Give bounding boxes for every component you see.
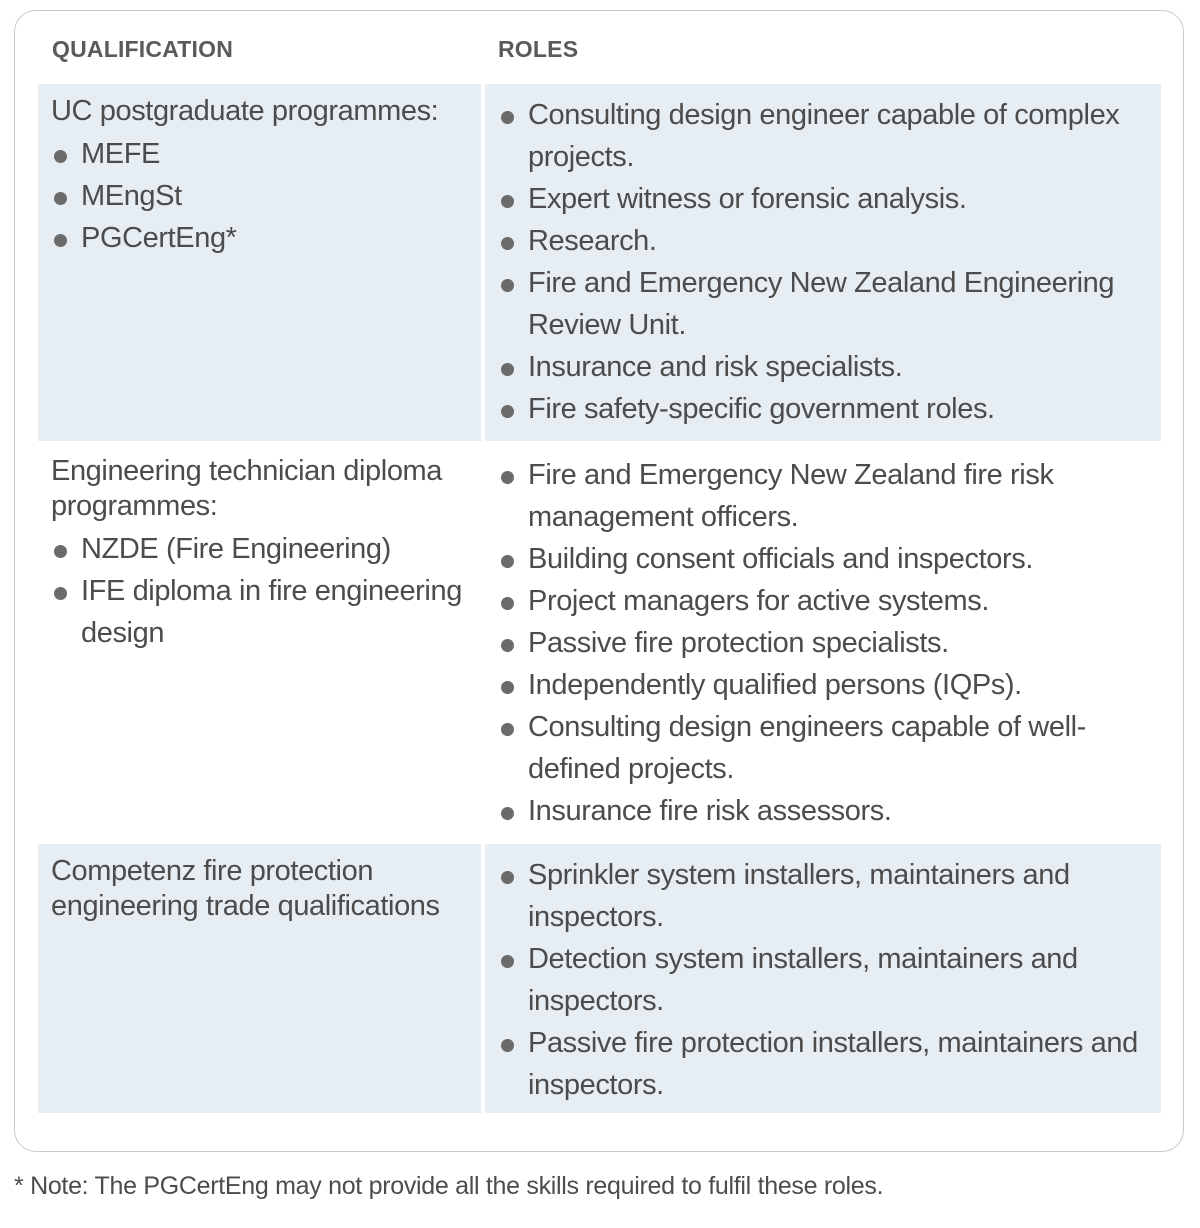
qualification-item: NZDE (Fire Engineering) <box>51 528 471 570</box>
role-item: Independently qualified persons (IQPs). <box>498 664 1141 706</box>
roles-cell <box>485 444 1161 841</box>
role-item: Research. <box>498 220 1141 262</box>
role-item: Building consent officials and inspectors. <box>498 538 1141 580</box>
roles-cell <box>485 84 1161 441</box>
role-item: Consulting design engineer capable of complex projects. <box>498 94 1141 178</box>
qualification-title: UC postgraduate programmes: <box>51 95 439 127</box>
role-item: Fire safety-specific government roles. <box>498 388 1141 430</box>
roles-list <box>498 94 1141 430</box>
role-item: Fire and Emergency New Zealand fire risk management officers. <box>498 454 1141 538</box>
roles-cell <box>485 844 1161 1113</box>
role-item: Expert witness or forensic analysis. <box>498 178 1141 220</box>
role-item: Passive fire protection installers, maintainers and inspectors. <box>498 1022 1141 1106</box>
column-header-qualification: QUALIFICATION <box>52 36 234 62</box>
role-item: Project managers for active systems. <box>498 580 1141 622</box>
role-item: Detection system installers, maintainers and inspectors. <box>498 938 1141 1022</box>
qualification-list <box>51 133 471 259</box>
qualification-cell <box>38 84 481 441</box>
roles-list <box>498 854 1141 1106</box>
role-item: Sprinkler system installers, maintainers and inspectors. <box>498 854 1141 938</box>
qualification-item: MEFE <box>51 133 471 175</box>
role-item: Insurance and risk specialists. <box>498 346 1141 388</box>
role-item: Insurance fire risk assessors. <box>498 790 1141 832</box>
qualification-item: MEngSt <box>51 175 471 217</box>
qualification-title: Engineering technician diploma programmes: <box>51 455 443 522</box>
qualification-list <box>51 528 471 654</box>
qualification-cell <box>38 444 481 841</box>
role-item: Passive fire protection specialists. <box>498 622 1141 664</box>
role-item: Consulting design engineers capable of well-defined projects. <box>498 706 1141 790</box>
footnote: * Note: The PGCertEng may not provide all the skills required to fulfil these roles. <box>14 1172 884 1200</box>
qualification-item: PGCertEng* <box>51 217 471 259</box>
role-item: Fire and Emergency New Zealand Engineering Review Unit. <box>498 262 1141 346</box>
column-header-roles: ROLES <box>498 36 579 62</box>
qualification-title: Competenz fire protection engineering trade qualifications <box>51 855 440 922</box>
qualification-cell <box>38 844 481 1113</box>
roles-list <box>498 454 1141 832</box>
qualification-item: IFE diploma in fire engineering design <box>51 570 471 654</box>
